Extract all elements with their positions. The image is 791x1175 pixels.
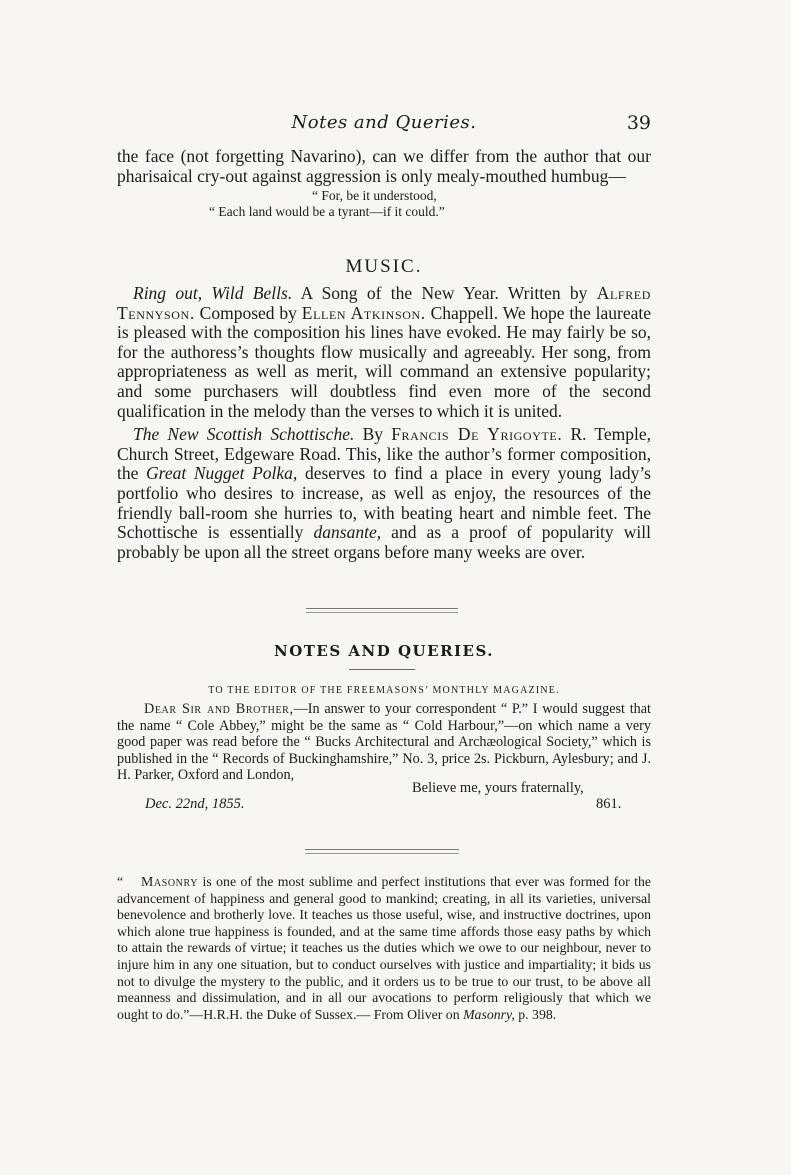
- running-header: [117, 112, 651, 136]
- quote-source-work: Masonry,: [463, 1006, 515, 1022]
- review-1-poet: Alfred Tennyson.: [117, 283, 651, 323]
- verse-quotation: [117, 188, 651, 220]
- review-1-composer: Ellen Atkinson.: [301, 302, 426, 323]
- letter-salutation: Dear Sir and Brother,: [144, 701, 294, 717]
- review-2-title: The New Scottish Schottische.: [133, 424, 355, 445]
- music-reviews: [117, 284, 651, 562]
- review-1-title: Ring out, Wild Bells.: [133, 283, 293, 303]
- letter-body: Dear Sir and Brother,—In answer to your correspondent “ P.” I would suggest that the name “ Cole Abbey,” might be the same as “ Cold Harbour,”—on which name a very good paper was read before the “ Bucks Architectural and Archæological Society,” which is published in the “ Records of Buckinghamshire,” No. 3, price 2s. Pickburn, Aylesbury; and J. H. Parker, Oxford and London,: [117, 701, 651, 783]
- section-divider-2: [305, 849, 459, 854]
- music-review-2: The New Scottish Schottische. By Francis De Yrigoyte. R. Temple, Church Street, Edgeware Road. This, like the author’s former composition, the Great Nugget Polka, deserves to find a place in every young lady’s portfolio who desires to increase, as well as enjoy, the resources of the friendly ball-room she hurries to, with beating heart and nimble feet. The Schottische is essentially dansante, and as a proof of popularity will probably be upon all the street organs before many weeks are over.: [117, 424, 651, 562]
- music-review-1: Ring out, Wild Bells. A Song of the New Year. Written by Alfred Tennyson. Composed by Ellen Atkinson. Chappell. We hope the laureate is pleased with the composition his lines have evoked. He may fairly be so, for the authoress’s thoughts flow musically and agreeably. Her song, from appropriateness as well as merit, will command an extensive popularity; and some purchasers will doubtless find even more of the second qualification in the melody than the verses to which it is united.: [117, 283, 651, 421]
- letter-signature: 861.: [596, 796, 622, 812]
- music-heading: MUSIC.: [345, 256, 423, 277]
- masonry-quote-text: “ Masonry is one of the most sublime and perfect institutions that ever was formed for the advancement of happiness and general good to mankind; creating, in all its varieties, universal benevolence and brotherly love. It teaches us those useful, wise, and instructive doctrines, upon which alone true happiness is founded, and at the same time affords those easy paths by which to attain the rewards of virtue; it teaches us the duties which we owe to our neighbour, never to injure him in any one situation, but to conduct ourselves with justice and impartiality; it bids us not to divulge the mystery to the public, and it orders us to be true to our trust, to be above all meanness and dissimulation, and in all our avocations to perform religiously that which we ought to do.”—H.R.H. the Duke of Sussex.— From Oliver on Masonry, p. 398.: [117, 874, 651, 1022]
- verse-line-2: “ Each land would be a tyrant—if it could.”: [209, 204, 445, 220]
- verse-line-1: “ For, be it understood,: [312, 188, 437, 204]
- intro-section: [117, 147, 651, 220]
- masonry-quote: [117, 874, 651, 1023]
- running-title: Notes and Queries.: [291, 112, 477, 133]
- letter-date: Dec. 22nd, 1855.: [145, 796, 245, 812]
- letter-closing: Believe me, yours fraternally,: [412, 780, 584, 796]
- notes-heading: NOTES AND QUERIES.: [273, 642, 495, 660]
- review-2-composer: Francis De Yrigoyte.: [391, 424, 563, 445]
- review-2-term: dansante,: [313, 522, 382, 543]
- page-number: 39: [626, 112, 651, 134]
- intro-paragraph: the face (not forgetting Navarino), can we differ from the author that our pharisaical cry-out against aggression is only mealy-mouthed humbug—: [117, 146, 651, 186]
- quote-lead-word: Masonry: [141, 874, 199, 889]
- letter-addressee: TO THE EDITOR OF THE FREEMASONS’ MONTHLY MAGAZINE.: [208, 685, 560, 696]
- review-2-earlier-work: Great Nugget Polka,: [146, 463, 298, 484]
- heading-underline: [349, 669, 415, 670]
- section-divider-1: [306, 608, 458, 613]
- letter: [117, 701, 651, 784]
